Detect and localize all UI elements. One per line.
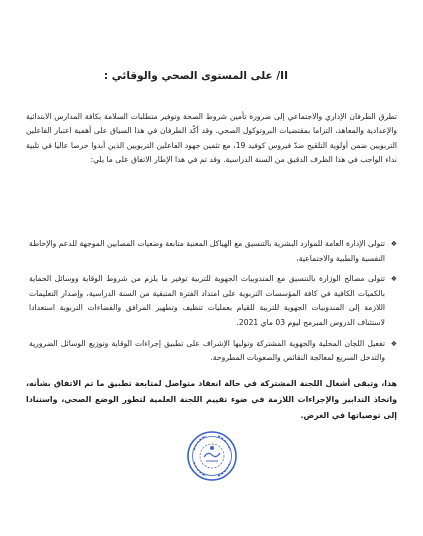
list-item (29, 272, 397, 330)
bullet-icon: ❖ (390, 240, 397, 248)
bullet-icon: ❖ (390, 339, 397, 348)
bullet-icon: ❖ (390, 275, 397, 284)
section-heading: II/ على المستوى الصحي والوقائي : (103, 70, 288, 82)
closing-paragraph: هذا، وتبقى أشغال اللجنة المشتركة في حالة انعقاد متواصل لمتابعة تطبيق ما تم الاتفاق بشأنه، واتخاذ التدابير والإجراءات اللازمة في ضوء تقييم اللجنة العلمية لتطور الوضع الصحي، واستنادا إلى توصياتها في الغرض. (26, 378, 397, 420)
list-item (29, 337, 397, 366)
official-stamp-icon (186, 430, 238, 482)
agreement-list (29, 237, 397, 372)
list-item-text: تتولى مصالح الوزارة بالتنسيق مع المندوبيات الجهوية للتربية توفير ما يلزم من شروط الوقاية ووسائل الحماية بالكميات الكافية في كافة المؤسسات التربوية على امتداد الفترة المتبقية من السنة الدراسية، وإصدار التعليمات اللازمة إلى المندوبيات الجهوية للتربية للقيام بعمليات تنظيف وتطهير المرافق والفضاءات التربوية استعدادا لاستئناف الدروس المبرمج ليوم 03 ماي 2021. (29, 274, 385, 327)
list-item-text: تفعيل اللجان المحلية والجهوية المشتركة وتوليها الإشراف على تطبيق إجراءات الوقاية وتوزيع الوسائل الضرورية والتدخل السريع لمعالجة النقائص والصعوبات المطروحة. (29, 338, 385, 363)
list-item (29, 237, 397, 266)
intro-paragraph: تطرق الطرفان الإداري والاجتماعي إلى ضرورة تأمين شروط الصحة وتوفير متطلبات السلامة بكافة المدارس الابتدائية والإعدادية والمعاهد، التزاما بمقتضيات البروتوكول الصحي. وقد أكّد الطرفان في هذا السياق على أهمية اعتبار الفاعلين التربويين ضمن أولوية التلقيح ضدّ فيروس كوفيد 19، مع تثمين جهود الفاعلين التربويين الذين أبدوا حرصا عاليا في تلبية نداء الواجب في هذا الظرف الدقيق من السنة الدراسية. وقد تم في هذا الإطار الاتفاق على ما يلي: (26, 111, 397, 165)
list-item-text: تتولى الإدارة العامة للموارد البشرية بالتنسيق مع الهياكل المعنية متابعة وضعيات المصابين الموجهة للدعم والإحاطة النفسية والطبية والاجتماعية، (29, 239, 385, 263)
